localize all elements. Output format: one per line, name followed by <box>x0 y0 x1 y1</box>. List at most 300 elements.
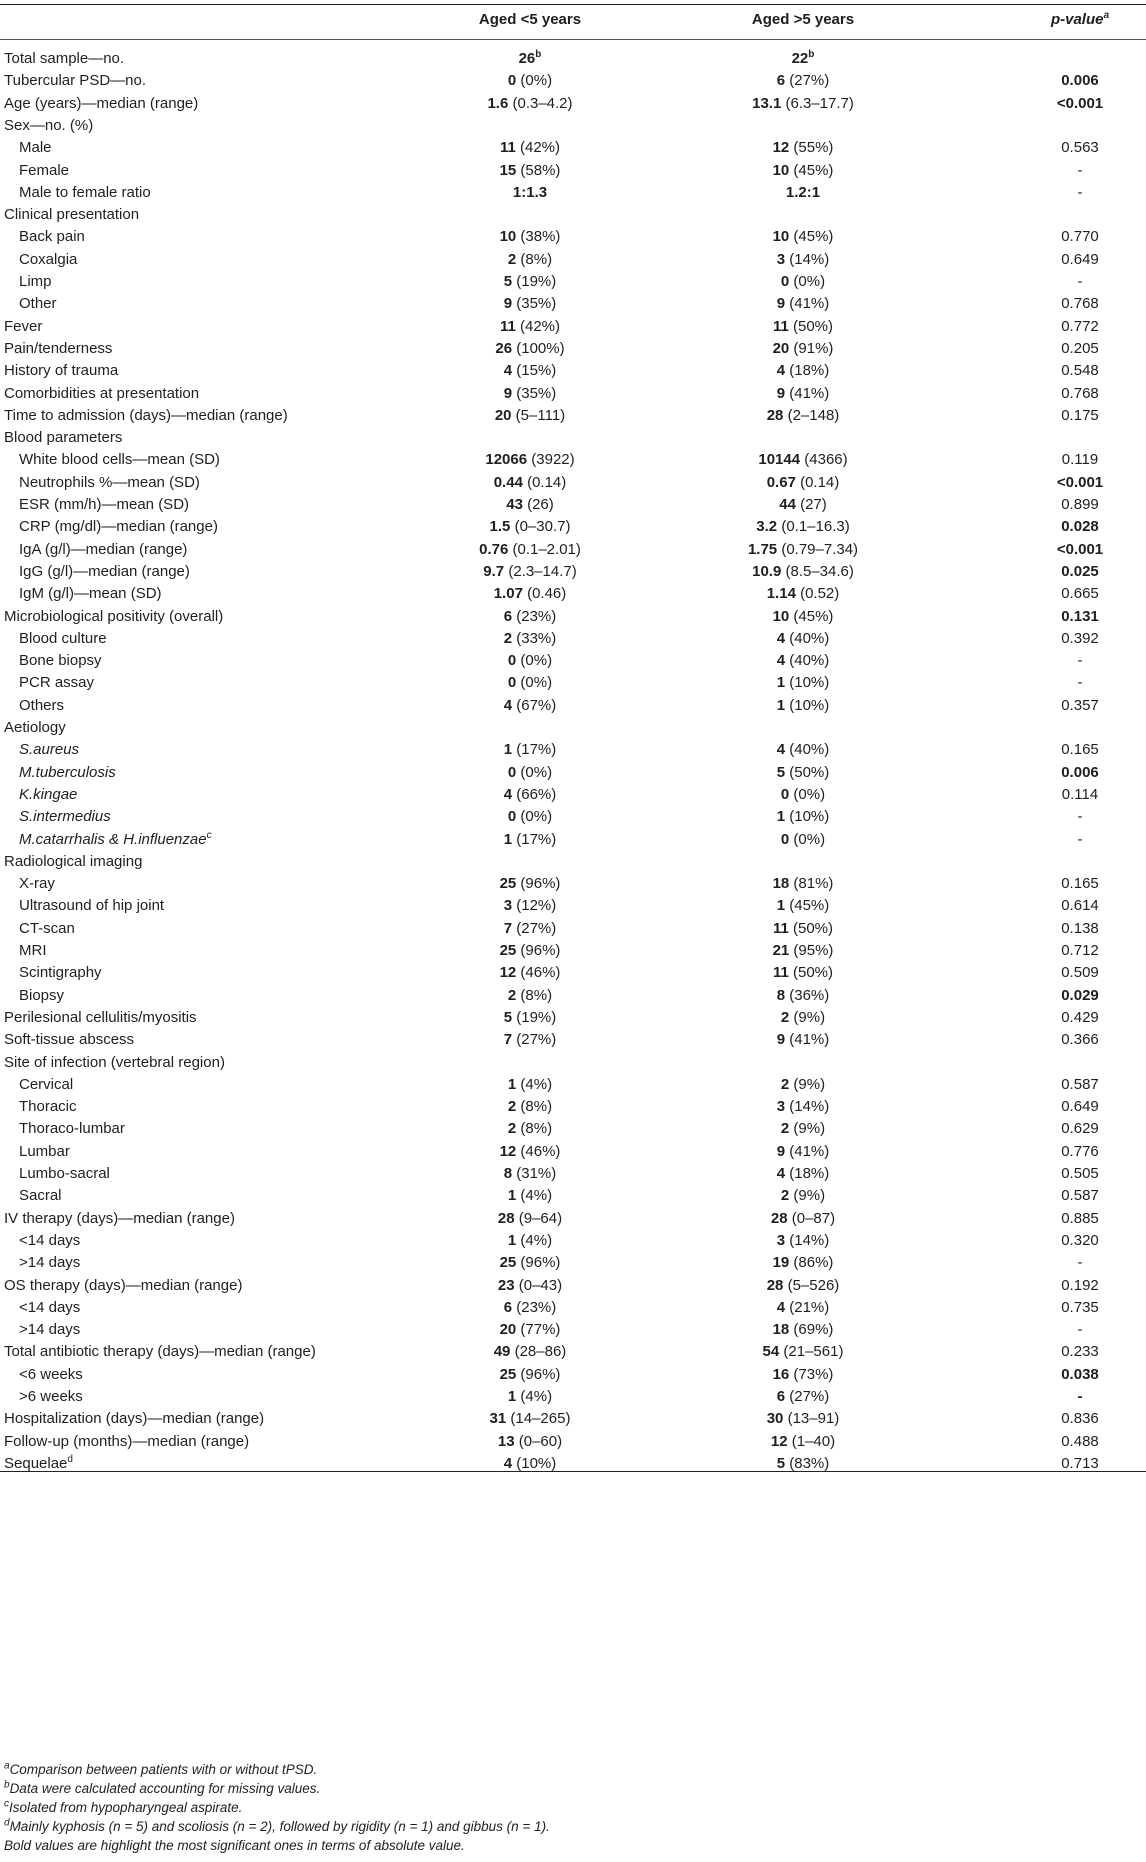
row-label-text: Back pain <box>19 228 85 246</box>
p-value: - <box>1077 830 1083 848</box>
p-value: - <box>1077 1254 1083 1272</box>
aged-under-5-value-count: 2 <box>503 629 513 647</box>
table-row <box>0 1451 1146 1477</box>
aged-under-5-value-count: 2 <box>507 250 517 268</box>
aged-under-5-value-count: 0.44 <box>493 473 523 491</box>
aged-over-5-value-count: 2 <box>780 1075 790 1093</box>
footnote-mark: d <box>4 1817 10 1829</box>
aged-under-5-value-count: 1 <box>507 1388 517 1405</box>
p-value: 0.649 <box>1061 1098 1099 1116</box>
aged-under-5-value-count: 12066 <box>485 451 528 469</box>
aged-over-5-value-count: 4 <box>776 652 786 670</box>
row-label-text: Male <box>19 139 52 157</box>
aged-over-5-value-count: 20 <box>772 339 790 357</box>
row-label-text: <14 days <box>19 1231 81 1249</box>
aged-under-5-value-detail: (0.1–2.01) <box>508 540 581 558</box>
p-value: 0.233 <box>1061 1343 1099 1361</box>
aged-over-5-value-count: 44 <box>779 496 796 513</box>
row-label-text: Comorbidities at presentation <box>4 384 200 402</box>
aged-over-5-value-detail: (14%) <box>785 250 830 268</box>
p-value: 0.006 <box>1061 72 1099 90</box>
p-value: 0.614 <box>1061 897 1099 915</box>
p-value: 0.119 <box>1061 451 1099 469</box>
aged-over-5-value-count: 9 <box>776 384 786 402</box>
aged-under-5-value-footnote-mark: b <box>535 49 542 60</box>
aged-under-5-value-count: 13 <box>497 1432 515 1450</box>
aged-over-5-value-count: 12 <box>772 139 790 157</box>
aged-under-5-value-count: 43 <box>506 496 523 513</box>
p-value: 0.505 <box>1061 1165 1099 1182</box>
aged-over-5-value-count: 3 <box>776 1098 786 1116</box>
aged-under-5-value-detail: (2.3–14.7) <box>504 562 577 580</box>
aged-under-5-value-count: 26 <box>518 50 536 67</box>
p-value: - <box>1077 1321 1083 1339</box>
aged-over-5-value-count: 11 <box>772 964 789 982</box>
aged-over-5-value-detail: (41%) <box>785 384 830 402</box>
aged-over-5-value-detail: (0–87) <box>787 1209 836 1227</box>
row-label-text: Total antibiotic therapy (days)—median (range) <box>4 1343 316 1361</box>
row-label-text: Clinical presentation <box>4 206 140 224</box>
aged-over-5-value-count: 1.14 <box>766 585 796 603</box>
p-value: <0.001 <box>1056 473 1104 491</box>
aged-over-5-value-detail: (14%) <box>785 1098 830 1116</box>
p-value: 0.025 <box>1061 562 1099 580</box>
aged-under-5-value-detail: (26) <box>522 496 554 513</box>
aged-under-5-value-count: 5 <box>503 273 513 290</box>
aged-over-5-value-detail: (9%) <box>789 1008 826 1026</box>
p-value: 0.488 <box>1061 1432 1099 1450</box>
aged-over-5-value-count: 2 <box>780 1120 790 1138</box>
row-label-text: Bone biopsy <box>19 652 102 670</box>
row-label-text: Thoracic <box>19 1098 77 1116</box>
aged-over-5-value-detail: (13–91) <box>783 1410 840 1428</box>
row-label-text: PCR assay <box>19 674 95 692</box>
header-aged-under-5: Aged <5 years <box>478 11 582 28</box>
aged-over-5-value-count: 1.2:1 <box>785 183 821 201</box>
row-label-text: Total sample—no. <box>4 50 125 67</box>
aged-over-5-value-detail: (18%) <box>785 1165 830 1182</box>
row-label-text: Soft-tissue abscess <box>4 1031 135 1049</box>
aged-under-5-value-count: 12 <box>499 1142 517 1160</box>
p-value: 0.192 <box>1061 1276 1099 1294</box>
aged-over-5-value-count: 21 <box>772 942 790 959</box>
p-value: 0.770 <box>1061 228 1099 246</box>
p-value: 0.028 <box>1061 518 1099 536</box>
aged-over-5-value-count: 54 <box>762 1343 780 1361</box>
aged-over-5-value-detail: (40%) <box>785 741 830 759</box>
aged-over-5-value-detail: (0.79–7.34) <box>777 540 859 558</box>
aged-over-5-value-count: 19 <box>772 1254 790 1272</box>
aged-over-5-value-detail: (91%) <box>789 339 834 357</box>
aged-under-5-value-detail: (0%) <box>516 674 553 692</box>
aged-under-5-value-detail: (35%) <box>512 295 557 313</box>
aged-under-5-value-detail: (42%) <box>515 317 561 335</box>
aged-under-5-value-count: 1.07 <box>493 585 523 603</box>
aged-over-5-value-count: 1 <box>776 808 786 826</box>
row-label-text: Fever <box>4 317 43 335</box>
aged-under-5-value-detail: (0%) <box>516 763 553 781</box>
aged-over-5-value-count: 11 <box>772 317 789 335</box>
row-label-text: Scintigraphy <box>19 964 102 982</box>
aged-under-5-value-count: 2 <box>507 1120 517 1138</box>
row-label-text: Pain/tenderness <box>4 339 113 357</box>
p-value: 0.320 <box>1061 1231 1099 1249</box>
aged-under-5-value-detail: (4%) <box>516 1388 553 1405</box>
row-label-text: Tubercular PSD—no. <box>4 72 147 90</box>
aged-over-5-value-count: 18 <box>772 1321 790 1339</box>
aged-over-5-value-count: 8 <box>776 986 786 1004</box>
p-value: 0.772 <box>1061 317 1099 335</box>
header-p-value <box>990 7 1146 33</box>
aged-under-5-value-count: 15 <box>499 161 517 179</box>
aged-over-5-value-count: 0.67 <box>766 473 796 491</box>
aged-over-5-value-detail: (5–526) <box>783 1276 840 1294</box>
aged-over-5-value-count: 9 <box>776 295 786 313</box>
aged-over-5-value-detail: (18%) <box>785 362 830 380</box>
aged-under-5-value-detail: (96%) <box>516 1254 561 1272</box>
aged-under-5-value-detail: (17%) <box>512 830 557 848</box>
aged-over-5-value-count: 2 <box>780 1187 790 1205</box>
aged-over-5-value-detail: (86%) <box>789 1254 834 1272</box>
aged-over-5-value-count: 5 <box>776 763 786 781</box>
aged-under-5-value-count: 1:1.3 <box>512 183 548 201</box>
footnote-text: Comparison between patients with or without tPSD. <box>9 1762 318 1777</box>
aged-under-5-value-detail: (0–60) <box>514 1432 563 1450</box>
row-label-text: Lumbar <box>19 1142 70 1160</box>
aged-under-5-value-detail: (38%) <box>516 228 561 246</box>
aged-under-5-value-count: 1.6 <box>487 94 509 112</box>
row-label-text: Time to admission (days)—median (range) <box>4 406 288 424</box>
aged-under-5-value-count: 25 <box>499 1254 517 1272</box>
aged-under-5-value-detail: (58%) <box>516 161 561 179</box>
row-label-footnote-mark: c <box>206 829 212 841</box>
aged-over-5-value-count: 3 <box>776 250 786 268</box>
row-label-text: IgA (g/l)—median (range) <box>19 540 188 558</box>
p-value: - <box>1077 674 1083 692</box>
aged-under-5-value-detail: (10%) <box>512 1454 557 1472</box>
aged-under-5-value-detail: (15%) <box>512 362 557 380</box>
p-value: 0.392 <box>1061 629 1099 647</box>
aged-over-5-value-count: 3 <box>776 1231 786 1249</box>
aged-over-5-value-count: 18 <box>772 875 790 893</box>
aged-over-5-value-count: 13.1 <box>752 94 782 112</box>
aged-under-5-value-count: 2 <box>507 986 517 1004</box>
aged-over-5-value-count: 0 <box>780 273 790 290</box>
aged-under-5-value-detail: (33%) <box>512 629 557 647</box>
row-label-text: Thoraco-lumbar <box>19 1120 125 1138</box>
table-top-rule <box>0 4 1146 5</box>
aged-over-5-value-detail: (55%) <box>789 139 834 157</box>
aged-under-5-value-count: 1 <box>507 1231 517 1249</box>
aged-over-5-value-count: 10 <box>772 228 790 246</box>
aged-under-5-value-detail: (0%) <box>516 72 553 90</box>
row-label-text: IgG (g/l)—median (range) <box>19 562 190 580</box>
aged-under-5-value-count: 25 <box>499 1365 517 1383</box>
row-label-text: Hospitalization (days)—median (range) <box>4 1410 265 1428</box>
aged-over-5-value-count: 5 <box>776 1454 786 1472</box>
row-label-text: Sex—no. (%) <box>4 116 94 134</box>
row-label-text: Male to female ratio <box>19 183 151 201</box>
aged-over-5-value-count: 1.75 <box>747 540 778 558</box>
row-label-text: MRI <box>19 942 47 959</box>
p-value: 0.768 <box>1061 295 1099 313</box>
row-label-text: CT-scan <box>19 919 75 937</box>
aged-over-5-value-detail: (83%) <box>785 1454 830 1472</box>
aged-under-5-value-detail: (0–43) <box>514 1276 563 1294</box>
row-label-text: Microbiological positivity (overall) <box>4 607 224 625</box>
aged-under-5-value-detail: (77%) <box>516 1321 561 1339</box>
aged-over-5-value-footnote-mark: b <box>808 49 815 60</box>
row-label-text: S.intermedius <box>19 808 111 826</box>
aged-over-5-value-count: 4 <box>776 1165 786 1182</box>
table-bottom-rule <box>0 1471 1146 1472</box>
aged-over-5-value-count: 11 <box>772 919 789 937</box>
aged-under-5-value-detail: (4%) <box>516 1075 553 1093</box>
aged-over-5-value <box>698 1451 908 1477</box>
footnote <box>4 1779 1144 1798</box>
row-label-text: History of trauma <box>4 362 119 380</box>
p-value: 0.366 <box>1061 1031 1099 1049</box>
aged-over-5-value-detail: (14%) <box>785 1231 830 1249</box>
row-label-text: Radiological imaging <box>4 852 143 870</box>
aged-under-5-value-count: 1.5 <box>489 518 511 536</box>
row-label-text: Sacral <box>19 1187 62 1205</box>
aged-over-5-value-detail: (95%) <box>789 942 834 959</box>
aged-over-5-value-count: 22 <box>791 50 809 67</box>
aged-over-5-value-detail: (27%) <box>785 72 830 90</box>
p-value: 0.885 <box>1061 1209 1099 1227</box>
aged-under-5-value-detail: (46%) <box>516 964 561 982</box>
p-value: 0.563 <box>1061 139 1099 157</box>
row-label-text: Ultrasound of hip joint <box>19 897 165 915</box>
aged-under-5-value-count: 31 <box>489 1410 507 1428</box>
row-label-text: Sequelae <box>4 1454 68 1472</box>
aged-under-5-value-count: 0 <box>507 763 517 781</box>
header-p-value-text: p-value <box>1050 11 1104 28</box>
aged-under-5-value-count: 0 <box>507 674 517 692</box>
p-value: 0.205 <box>1061 339 1099 357</box>
p-value: 0.175 <box>1061 406 1099 424</box>
aged-under-5-value-detail: (27%) <box>512 1031 557 1049</box>
aged-under-5-value-count: 1 <box>507 1075 517 1093</box>
row-label <box>4 1451 73 1477</box>
aged-under-5-value-detail: (35%) <box>512 384 557 402</box>
p-value: 0.712 <box>1061 942 1099 959</box>
footnotes <box>4 1760 1144 1855</box>
p-value: 0.665 <box>1061 585 1099 603</box>
aged-under-5-value-count: 6 <box>503 607 513 625</box>
aged-over-5-value-count: 10.9 <box>752 562 782 580</box>
aged-under-5-value-detail: (66%) <box>512 785 557 803</box>
p-value: 0.165 <box>1061 741 1099 759</box>
p-value: 0.836 <box>1061 1410 1099 1428</box>
p-value: 0.357 <box>1061 696 1099 714</box>
aged-under-5-value-count: 0 <box>507 652 517 670</box>
aged-over-5-value-count: 4 <box>776 1298 786 1316</box>
aged-under-5-value-count: 7 <box>503 1031 513 1049</box>
aged-under-5-value-count: 0 <box>507 72 517 90</box>
p-value: 0.776 <box>1061 1142 1099 1160</box>
aged-under-5-value-detail: (8%) <box>516 250 553 268</box>
aged-over-5-value-detail: (81%) <box>789 875 834 893</box>
aged-over-5-value-count: 4 <box>776 362 786 380</box>
footnote-mark: c <box>4 1798 9 1810</box>
footnote <box>4 1817 1144 1836</box>
p-value: 0.768 <box>1061 384 1099 402</box>
aged-over-5-value-count: 1 <box>776 674 786 692</box>
p-value: 0.899 <box>1061 496 1099 513</box>
aged-over-5-value-detail: (0.52) <box>795 585 840 603</box>
aged-under-5-value-count: 20 <box>494 406 512 424</box>
row-label-text: X-ray <box>19 875 55 893</box>
aged-over-5-value-count: 9 <box>776 1031 786 1049</box>
aged-under-5-value-count: 9 <box>503 384 513 402</box>
aged-under-5-value-count: 0.76 <box>479 540 509 558</box>
aged-under-5-value-detail: (23%) <box>512 1298 557 1316</box>
row-label-footnote-mark: d <box>67 1453 73 1465</box>
aged-over-5-value-count: 9 <box>776 1142 786 1160</box>
footnote <box>4 1798 1144 1817</box>
aged-under-5-value-count: 5 <box>503 1008 513 1026</box>
aged-over-5-value-detail: (10%) <box>785 808 830 826</box>
aged-over-5-value-count: 6 <box>776 1388 786 1405</box>
row-label-text: >6 weeks <box>19 1388 83 1405</box>
aged-over-5-value-detail: (40%) <box>785 629 830 647</box>
header-p-value-sup: a <box>1103 10 1110 21</box>
aged-over-5-value-count: 2 <box>780 1008 790 1026</box>
aged-under-5-value-detail: (19%) <box>512 273 557 290</box>
aged-under-5-value-detail: (28–86) <box>510 1343 567 1361</box>
aged-under-5-value-count: 26 <box>495 339 513 357</box>
row-label-text: M.catarrhalis & H.influenzae <box>19 830 207 848</box>
aged-over-5-value-detail: (41%) <box>785 1031 830 1049</box>
aged-under-5-value-detail: (4%) <box>516 1231 553 1249</box>
aged-under-5-value-detail: (27%) <box>512 919 557 937</box>
p-value: 0.114 <box>1061 785 1099 803</box>
aged-over-5-value-detail: (10%) <box>785 674 830 692</box>
footnote-text: Isolated from hypopharyngeal aspirate. <box>9 1800 243 1815</box>
aged-under-5-value-count: 4 <box>503 362 513 380</box>
aged-under-5-value-count: 8 <box>503 1165 513 1182</box>
aged-over-5-value-count: 10 <box>772 607 790 625</box>
aged-under-5-value-count: 20 <box>499 1321 517 1339</box>
aged-under-5-value-detail: (14–265) <box>506 1410 571 1428</box>
aged-under-5-value-detail: (3922) <box>527 451 575 469</box>
p-value: 0.038 <box>1061 1365 1099 1383</box>
row-label-text: Limp <box>19 273 52 290</box>
aged-under-5-value-detail: (46%) <box>516 1142 561 1160</box>
row-label-text: Others <box>19 696 65 714</box>
row-label-text: >14 days <box>19 1321 81 1339</box>
aged-under-5-value-count: 23 <box>497 1276 515 1294</box>
row-label-text: CRP (mg/dl)—median (range) <box>19 518 218 536</box>
aged-over-5-value-count: 0 <box>780 785 790 803</box>
p-value: 0.509 <box>1061 964 1099 982</box>
aged-over-5-value-count: 28 <box>766 406 784 424</box>
row-label-text: Follow-up (months)—median (range) <box>4 1432 250 1450</box>
row-label-text: White blood cells—mean (SD) <box>19 451 220 469</box>
aged-over-5-value-count: 1 <box>776 897 786 915</box>
aged-over-5-value-count: 1 <box>776 696 786 714</box>
p-value: 0.548 <box>1061 362 1099 380</box>
footnote <box>4 1760 1144 1779</box>
p-value: - <box>1077 273 1083 290</box>
aged-under-5-value-detail: (0%) <box>516 652 553 670</box>
aged-under-5-value-detail: (19%) <box>512 1008 557 1026</box>
aged-over-5-value-detail: (0%) <box>789 273 826 290</box>
row-label-text: IgM (g/l)—mean (SD) <box>19 585 162 603</box>
p-value: - <box>1077 808 1083 826</box>
aged-over-5-value-detail: (27%) <box>785 1388 830 1405</box>
aged-over-5-value-detail: (27) <box>795 496 827 513</box>
aged-over-5-value-detail: (10%) <box>785 696 830 714</box>
footnote-text: Mainly kyphosis (n = 5) and scoliosis (n = 2), followed by rigidity (n = 1) and gibbus (n = 1). <box>9 1819 550 1834</box>
row-label-text: Coxalgia <box>19 250 78 268</box>
aged-under-5-value-count: 0 <box>507 808 517 826</box>
aged-over-5-value-detail: (4366) <box>800 451 848 469</box>
aged-under-5-value-count: 11 <box>499 139 516 157</box>
aged-over-5-value-count: 0 <box>780 830 790 848</box>
aged-over-5-value-detail: (0.1–16.3) <box>777 518 850 536</box>
aged-under-5-value-count: 28 <box>497 1209 515 1227</box>
p-value: <0.001 <box>1056 540 1104 558</box>
aged-over-5-value-detail: (21–561) <box>779 1343 844 1361</box>
row-label-text: Site of infection (vertebral region) <box>4 1053 225 1071</box>
aged-over-5-value-count: 10 <box>772 161 790 179</box>
p-value: - <box>1077 183 1083 201</box>
aged-under-5-value-detail: (8%) <box>516 986 553 1004</box>
aged-under-5-value-count: 9 <box>503 295 513 313</box>
p-value: 0.131 <box>1061 607 1099 625</box>
aged-under-5-value-detail: (8%) <box>516 1120 553 1138</box>
aged-under-5-value-detail: (31%) <box>512 1165 557 1182</box>
row-label-text: Biopsy <box>19 986 65 1004</box>
aged-under-5-value-detail: (96%) <box>516 1365 561 1383</box>
row-label-text: IV therapy (days)—median (range) <box>4 1209 235 1227</box>
p-value: 0.735 <box>1061 1298 1099 1316</box>
aged-over-5-value-count: 4 <box>776 741 786 759</box>
aged-under-5-value-detail: (23%) <box>512 607 557 625</box>
row-label-text: Blood parameters <box>4 429 123 447</box>
row-label-text: Other <box>19 295 57 313</box>
p-value: - <box>1077 1388 1083 1405</box>
footnote-text: Bold values are highlight the most significant ones in terms of absolute value. <box>4 1838 465 1853</box>
aged-over-5-value-count: 4 <box>776 629 786 647</box>
footnote-mark: b <box>4 1779 10 1791</box>
row-label-text: ESR (mm/h)—mean (SD) <box>19 496 190 513</box>
aged-under-5-value-count: 6 <box>503 1298 513 1316</box>
aged-under-5-value-detail: (96%) <box>516 942 561 959</box>
aged-over-5-value-detail: (50%) <box>788 919 834 937</box>
aged-under-5-value-count: 11 <box>499 317 516 335</box>
aged-over-5-value-detail: (41%) <box>785 295 830 313</box>
aged-under-5-value-count: 1 <box>507 1187 517 1205</box>
aged-over-5-value-detail: (69%) <box>789 1321 834 1339</box>
aged-over-5-value-count: 28 <box>770 1209 788 1227</box>
aged-over-5-value-count: 30 <box>766 1410 784 1428</box>
p-value: 0.649 <box>1061 250 1099 268</box>
aged-over-5-value-count: 3.2 <box>756 518 778 536</box>
aged-over-5-value-count: 6 <box>776 72 786 90</box>
aged-over-5-value-detail: (45%) <box>785 897 830 915</box>
p-value: 0.029 <box>1061 986 1099 1004</box>
p-value: - <box>1077 161 1083 179</box>
aged-under-5-value-detail: (0–30.7) <box>510 518 571 536</box>
header-aged-over-5: Aged >5 years <box>751 11 855 28</box>
table-header-row <box>0 7 1146 33</box>
aged-over-5-value-detail: (45%) <box>789 607 834 625</box>
aged-over-5-value-detail: (6.3–17.7) <box>781 94 854 112</box>
